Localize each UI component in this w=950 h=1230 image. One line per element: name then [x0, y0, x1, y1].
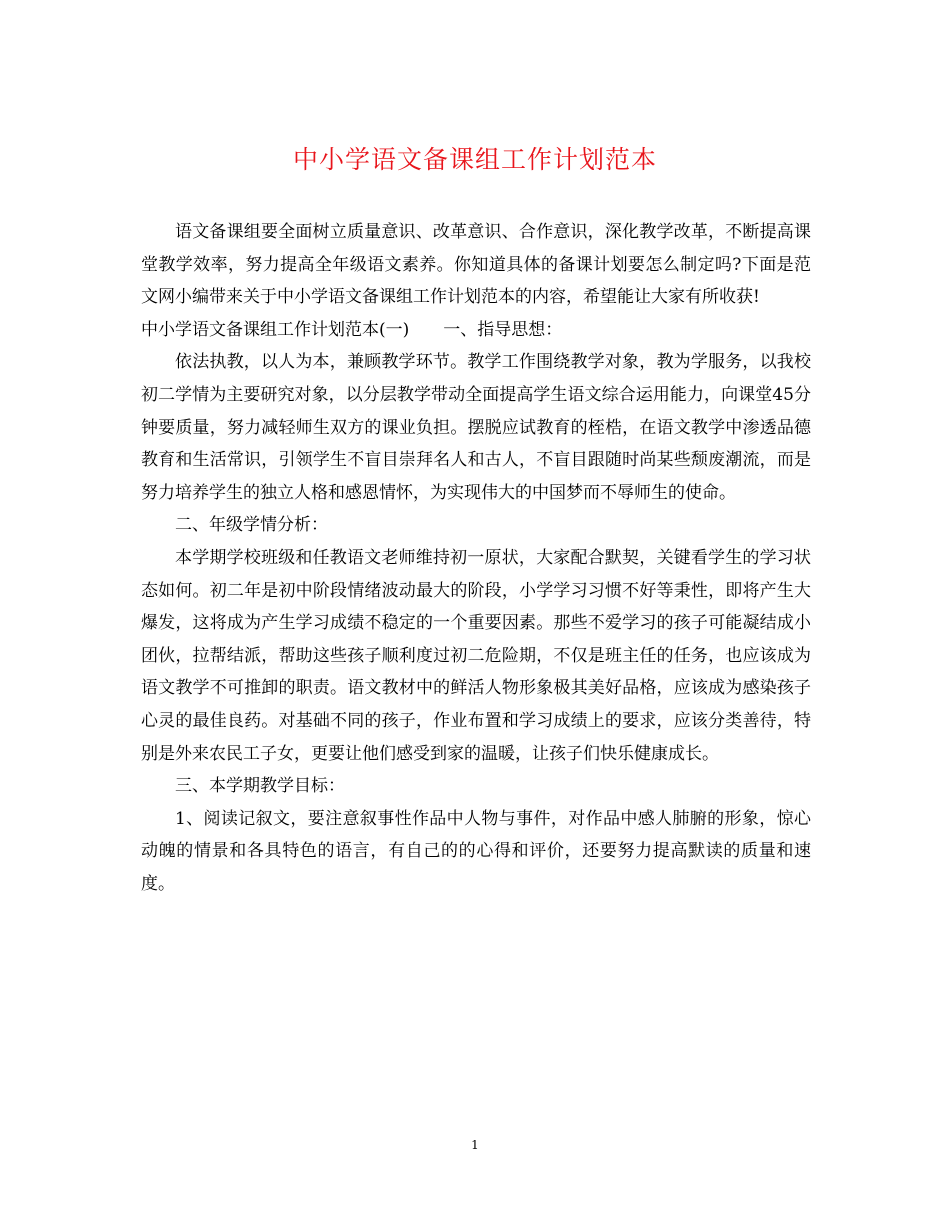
goals-heading: 三、本学期教学目标：	[175, 776, 345, 797]
guiding-thought-paragraph: 依法执教，以人为本，兼顾教学环节。教学工作围绕教学对象，教为学服务，以我校初二学情为主要研究对象，以分层教学带动全面提高学生语文综合运用能力，向课堂45分钟要质量，努力减轻师生双方的课业负担。摆脱应试教育的桎梏，在语文教学中渗透品德教育和生活常识，引领学生不盲目崇拜名人和古人，不盲目跟随时尚某些颓废潮流，而是努力培养学生的独立人格和感恩情怀，为实现伟大的中国梦而不辱师生的使命。	[141, 352, 811, 503]
analysis-heading: 二、年级学情分析：	[175, 515, 328, 536]
page-number: 1	[471, 1138, 479, 1152]
document-title: 中小学语文备课组工作计划范本	[292, 145, 657, 174]
analysis-paragraph: 本学期学校班级和任教语文老师维持初一原状，大家配合默契，关键看学生的学习状态如何。初二年是初中阶段情绪波动最大的阶段，小学学习习惯不好等秉性，即将产生大爆发，这将成为产生学习成绩不稳定的一个重要因素。那些不爱学习的孩子可能凝结成小团伙，拉帮结派，帮助这些孩子顺利度过初二危险期，不仅是班主任的任务，也应该成为语文教学不可推卸的职责。语文教材中的鲜活人物形象极其美好品格，应该成为感染孩子心灵的最佳良药。对基础不同的孩子，作业布置和学习成绩上的要求，应该分类善待，特别是外来农民工子女，更要让他们感受到家的温暖，让孩子们快乐健康成长。	[141, 547, 811, 764]
intro-paragraph: 语文备课组要全面树立质量意识、改革意识、合作意识，深化教学改革，不断提高课堂教学效率，努力提高全年级语文素养。你知道具体的备课计划要怎么制定吗?下面是范文网小编带来关于中小学语文备课组工作计划范本的内容，希望能让大家有所收获!	[141, 222, 811, 308]
subtitle-line: 中小学语文备课组工作计划范本(一) 一、指导思想：	[141, 319, 563, 340]
document-body	[141, 216, 811, 900]
goal-1-paragraph: 1、阅读记叙文，要注意叙事性作品中人物与事件，对作品中感人肺腑的形象，惊心动魄的情景和各具特色的语言，有自己的的心得和评价，还要努力提高默读的质量和速度。	[141, 808, 811, 894]
